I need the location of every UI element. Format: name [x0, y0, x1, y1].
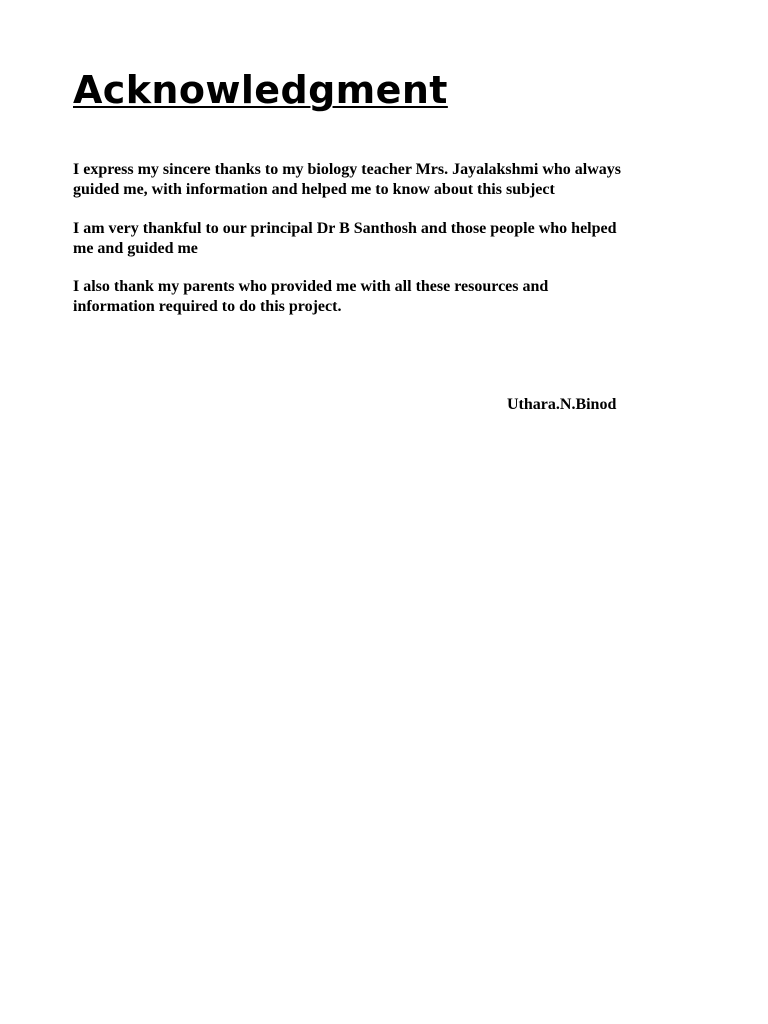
paragraph-line: information required to do this project.: [73, 297, 342, 315]
signature-name: Uthara.N.Binod: [507, 396, 617, 413]
paragraph-parents-thanks: [73, 277, 713, 316]
paragraph-line: I also thank my parents who provided me with all these resources and: [73, 278, 549, 295]
paragraph-line: me and guided me: [73, 239, 198, 257]
page-title: Acknowledgment: [73, 68, 448, 112]
paragraph-line: I express my sincere thanks to my biology teacher Mrs. Jayalakshmi who always: [73, 161, 621, 178]
paragraph-line: I am very thankful to our principal Dr B Santhosh and those people who helped: [73, 220, 617, 237]
paragraph-teacher-thanks: [73, 160, 713, 199]
paragraph-line: guided me, with information and helped me to know about this subject: [73, 180, 555, 198]
paragraph-principal-thanks: [73, 219, 713, 258]
